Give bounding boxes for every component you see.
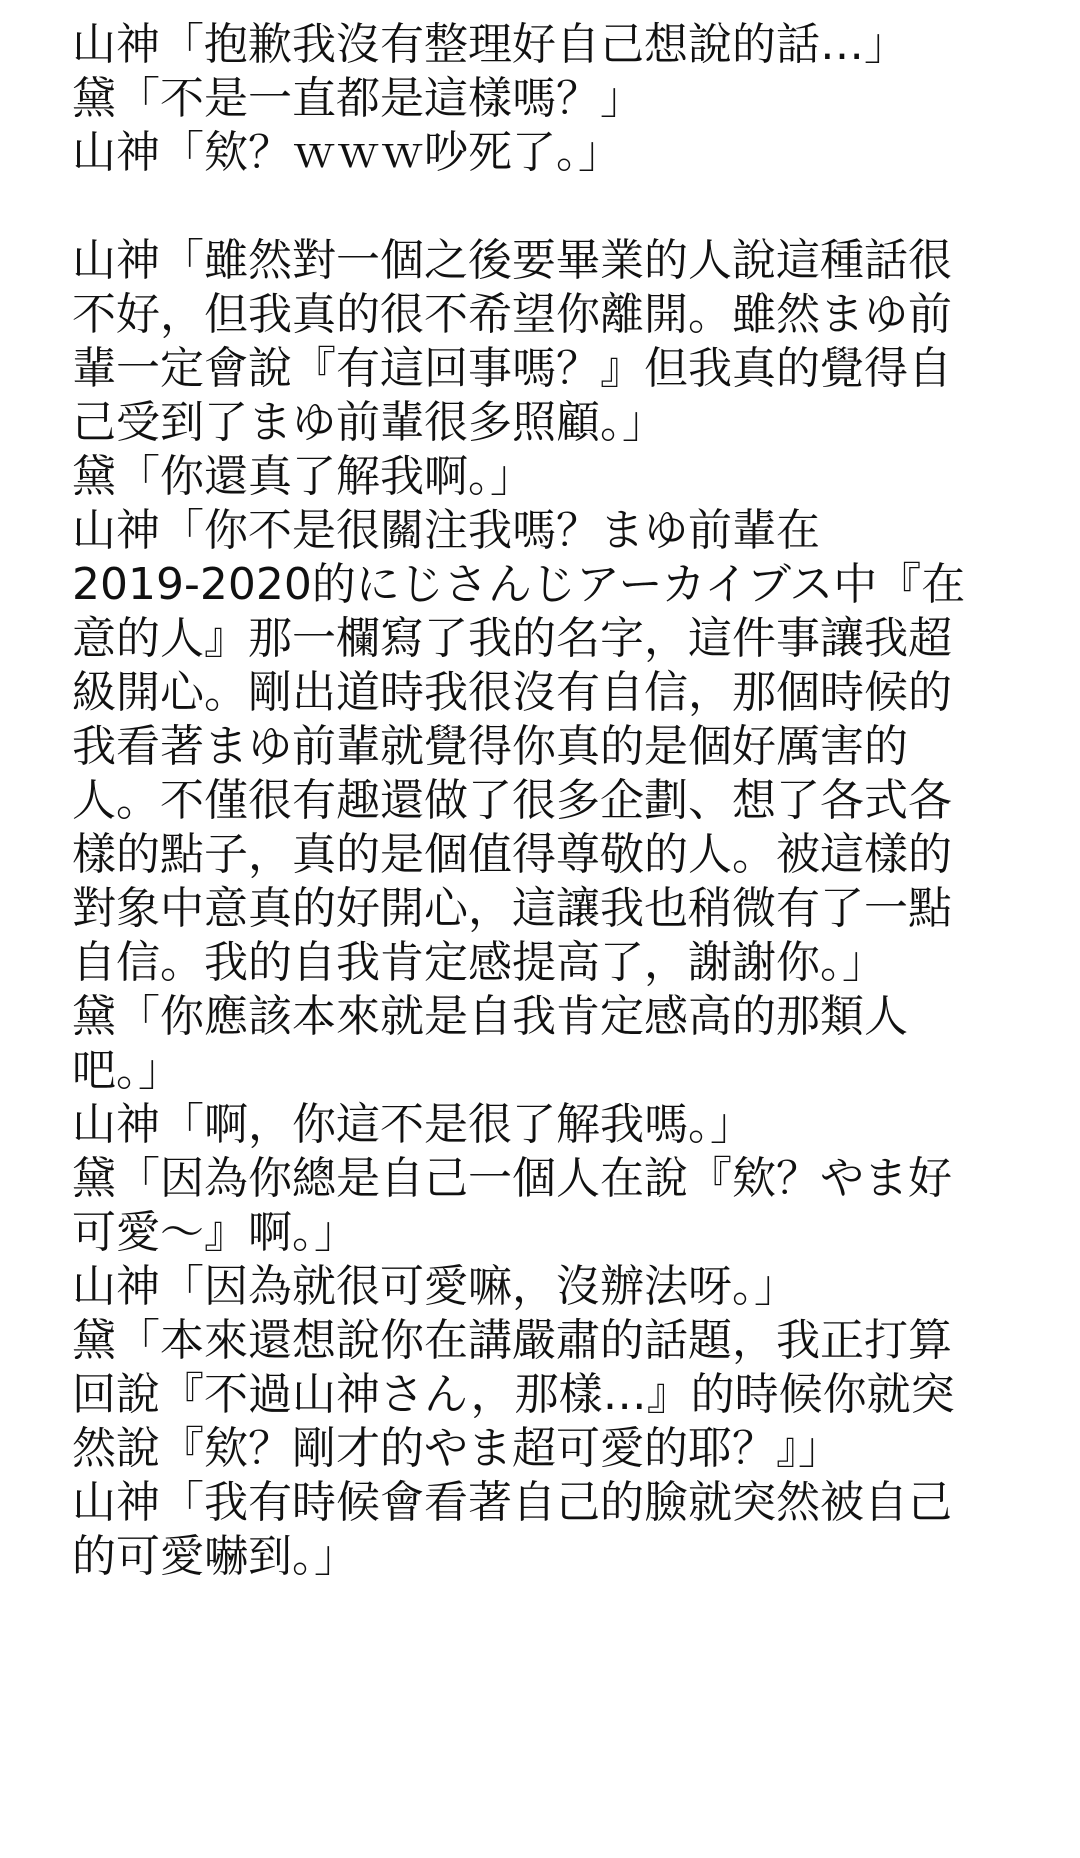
text-line: 黛「你應該本來就是自我肯定感高的那類人 xyxy=(72,991,908,1042)
text-line: 我看著まゆ前輩就覺得你真的是個好厲害的 xyxy=(72,721,908,772)
text-line: 山神「因為就很可愛嘛，沒辦法呀。」 xyxy=(72,1261,798,1312)
text-line: 的可愛嚇到。」 xyxy=(72,1531,358,1582)
text-line: 然說『欸？剛才的やま超可愛的耶？』」 xyxy=(72,1423,842,1474)
text-line: 山神「雖然對一個之後要畢業的人說這種話很 xyxy=(72,235,952,286)
text-line: 黛「因為你總是自己一個人在說『欸？やま好 xyxy=(72,1153,952,1204)
text-line: 不好，但我真的很不希望你離開。雖然まゆ前 xyxy=(72,289,952,340)
text-line: 2019-2020的にじさんじアーカイブス中『在 xyxy=(72,559,966,610)
text-line: 回說『不過山神さん，那樣…』的時候你就突 xyxy=(72,1369,955,1420)
text-line: 可愛～』啊。」 xyxy=(72,1207,358,1258)
text-line: 級開心。剛出道時我很沒有自信，那個時候的 xyxy=(72,667,952,718)
text-line: 黛「不是一直都是這樣嗎？」 xyxy=(72,73,644,124)
text-line: 山神「你不是很關注我嗎？まゆ前輩在 xyxy=(72,505,820,556)
text-line: 意的人』那一欄寫了我的名字，這件事讓我超 xyxy=(72,613,952,664)
text-line: 山神「啊，你這不是很了解我嗎。」 xyxy=(72,1099,754,1150)
text-line: 對象中意真的好開心，這讓我也稍微有了一點 xyxy=(72,883,952,934)
text-line: 己受到了まゆ前輩很多照顧。」 xyxy=(72,397,666,448)
text-line: 樣的點子，真的是個值得尊敬的人。被這樣的 xyxy=(72,829,952,880)
text-line: 人。不僅很有趣還做了很多企劃、想了各式各 xyxy=(72,775,952,826)
text-line: 山神「我有時候會看著自己的臉就突然被自己 xyxy=(72,1477,952,1528)
text-line: 自信。我的自我肯定感提高了，謝謝你。」 xyxy=(72,937,886,988)
text-line: 山神「抱歉我沒有整理好自己想說的話…」 xyxy=(72,19,908,70)
text-line: 輩一定會說『有這回事嗎？』但我真的覺得自 xyxy=(72,343,952,394)
text-line: 黛「你還真了解我啊。」 xyxy=(72,451,534,502)
text-line: 吧。」 xyxy=(72,1045,182,1096)
text-line: 黛「本來還想說你在講嚴肅的話題，我正打算 xyxy=(72,1315,952,1366)
text-line: 山神「欸？ｗｗｗ吵死了。」 xyxy=(72,127,622,178)
blank-line xyxy=(72,180,1032,234)
transcript-document xyxy=(72,18,1032,1584)
